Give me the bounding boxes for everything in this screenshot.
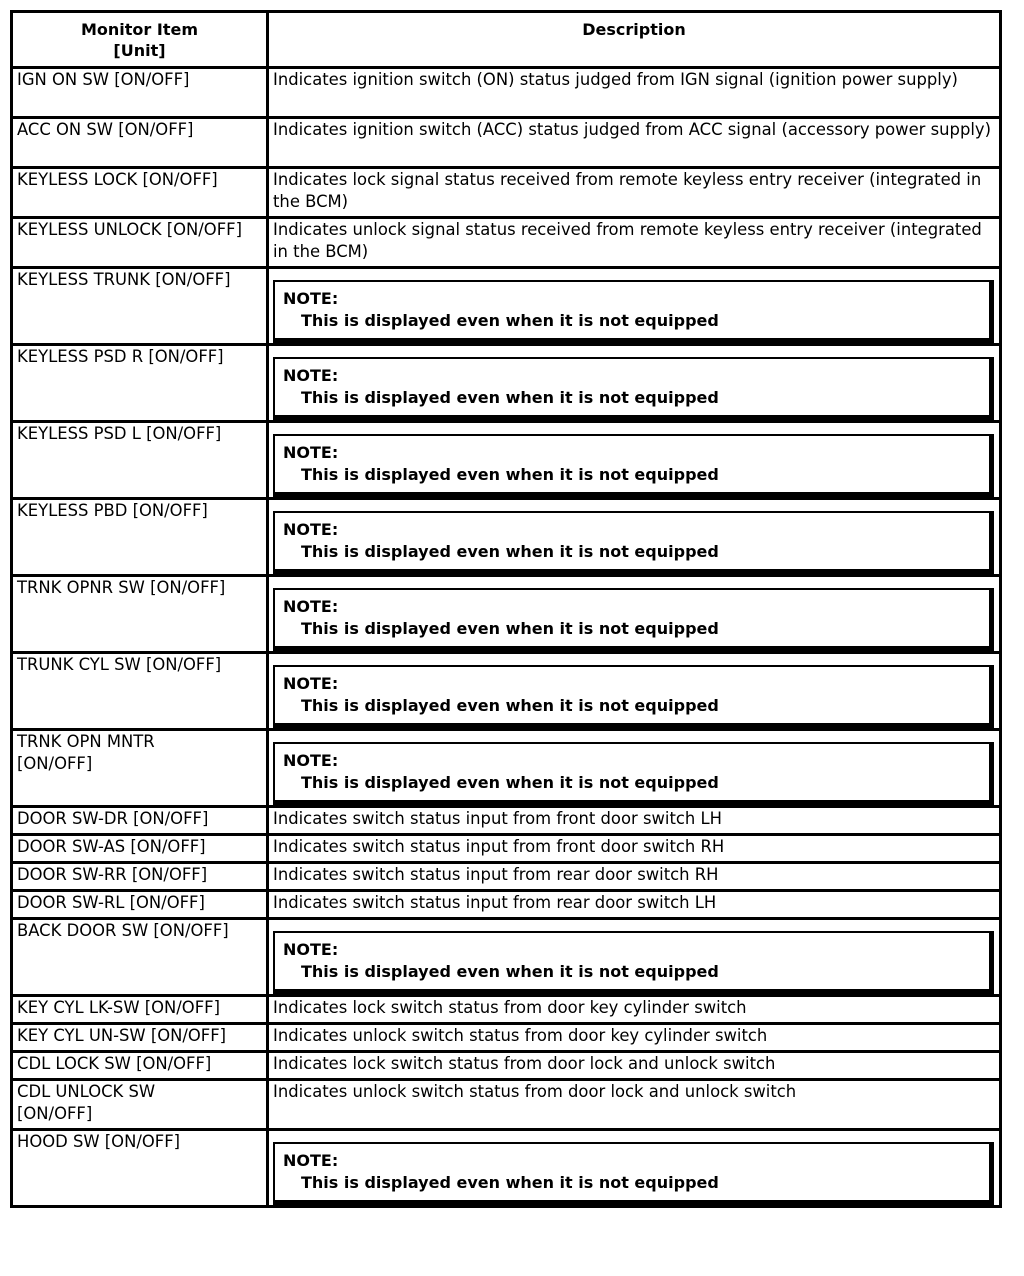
table-row (12, 422, 1001, 499)
column-header-description (268, 12, 1001, 68)
table-row (12, 1080, 1001, 1130)
header-unit-label: [Unit] (113, 41, 166, 60)
table-header-row (12, 12, 1001, 68)
table-row (12, 345, 1001, 422)
monitor-item-cell: IGN ON SW [ON/OFF] (12, 68, 268, 118)
monitor-item-cell: DOOR SW-RR [ON/OFF] (12, 863, 268, 891)
monitor-item-cell: KEY CYL UN-SW [ON/OFF] (12, 1024, 268, 1052)
description-cell: Indicates switch status input from rear door switch LH (268, 891, 1001, 919)
note-body: This is displayed even when it is not equipped (301, 1173, 719, 1192)
note-box (273, 665, 994, 728)
description-cell: Indicates unlock signal status received from remote keyless entry receiver (integrated in the BCM) (268, 218, 1001, 268)
table-row (12, 1052, 1001, 1080)
description-cell (268, 422, 1001, 499)
table-row (12, 807, 1001, 835)
monitor-item-cell: BACK DOOR SW [ON/OFF] (12, 919, 268, 996)
description-cell: Indicates switch status input from rear door switch RH (268, 863, 1001, 891)
table-row (12, 118, 1001, 168)
monitor-item-cell: KEYLESS TRUNK [ON/OFF] (12, 268, 268, 345)
note-box (273, 357, 994, 420)
table-row (12, 835, 1001, 863)
note-body: This is displayed even when it is not equipped (301, 311, 719, 330)
note-label: NOTE: (283, 366, 339, 385)
table-row (12, 891, 1001, 919)
table-row (12, 1130, 1001, 1207)
column-header-monitor-item (12, 12, 268, 68)
table-row (12, 730, 1001, 807)
table-row (12, 996, 1001, 1024)
note-box (273, 434, 994, 497)
note-label: NOTE: (283, 520, 339, 539)
description-cell (268, 730, 1001, 807)
note-box (273, 280, 994, 343)
note-body: This is displayed even when it is not equipped (301, 619, 719, 638)
monitor-item-cell: KEY CYL LK-SW [ON/OFF] (12, 996, 268, 1024)
description-cell: Indicates lock signal status received from remote keyless entry receiver (integrated in the BCM) (268, 168, 1001, 218)
monitor-item-cell: TRUNK CYL SW [ON/OFF] (12, 653, 268, 730)
description-cell: Indicates switch status input from front door switch RH (268, 835, 1001, 863)
description-cell (268, 653, 1001, 730)
description-cell: Indicates lock switch status from door lock and unlock switch (268, 1052, 1001, 1080)
note-box (273, 742, 994, 805)
monitor-item-table (10, 10, 1002, 1208)
note-label: NOTE: (283, 674, 339, 693)
note-box (273, 588, 994, 651)
note-body: This is displayed even when it is not equipped (301, 388, 719, 407)
description-cell (268, 268, 1001, 345)
note-box (273, 1142, 994, 1205)
table-row (12, 499, 1001, 576)
monitor-item-cell: KEYLESS UNLOCK [ON/OFF] (12, 218, 268, 268)
monitor-item-cell: ACC ON SW [ON/OFF] (12, 118, 268, 168)
monitor-item-cell: HOOD SW [ON/OFF] (12, 1130, 268, 1207)
note-box (273, 511, 994, 574)
table-row (12, 1024, 1001, 1052)
description-cell: Indicates unlock switch status from door lock and unlock switch (268, 1080, 1001, 1130)
note-label: NOTE: (283, 1151, 339, 1170)
description-cell: Indicates lock switch status from door key cylinder switch (268, 996, 1001, 1024)
description-cell (268, 576, 1001, 653)
monitor-item-cell: DOOR SW-DR [ON/OFF] (12, 807, 268, 835)
monitor-item-cell: DOOR SW-AS [ON/OFF] (12, 835, 268, 863)
description-cell: Indicates switch status input from front door switch LH (268, 807, 1001, 835)
monitor-item-cell: CDL LOCK SW [ON/OFF] (12, 1052, 268, 1080)
monitor-item-cell: KEYLESS LOCK [ON/OFF] (12, 168, 268, 218)
table-row (12, 576, 1001, 653)
note-label: NOTE: (283, 751, 339, 770)
note-body: This is displayed even when it is not equipped (301, 696, 719, 715)
description-cell: Indicates ignition switch (ACC) status judged from ACC signal (accessory power supply) (268, 118, 1001, 168)
description-cell (268, 1130, 1001, 1207)
table-row (12, 653, 1001, 730)
table-row (12, 919, 1001, 996)
note-label: NOTE: (283, 289, 339, 308)
header-monitor-item-label: Monitor Item (80, 20, 198, 39)
monitor-item-cell: CDL UNLOCK SW [ON/OFF] (12, 1080, 268, 1130)
monitor-item-cell: TRNK OPN MNTR [ON/OFF] (12, 730, 268, 807)
note-body: This is displayed even when it is not equipped (301, 962, 719, 981)
note-body: This is displayed even when it is not equipped (301, 465, 719, 484)
monitor-item-cell: KEYLESS PSD R [ON/OFF] (12, 345, 268, 422)
note-label: NOTE: (283, 597, 339, 616)
header-description-label: Description (582, 20, 686, 39)
note-box (273, 931, 994, 994)
table-row (12, 863, 1001, 891)
description-cell: Indicates unlock switch status from door key cylinder switch (268, 1024, 1001, 1052)
note-label: NOTE: (283, 443, 339, 462)
description-cell (268, 345, 1001, 422)
description-cell (268, 919, 1001, 996)
description-cell (268, 499, 1001, 576)
monitor-item-cell: TRNK OPNR SW [ON/OFF] (12, 576, 268, 653)
note-body: This is displayed even when it is not equipped (301, 773, 719, 792)
monitor-item-cell: KEYLESS PBD [ON/OFF] (12, 499, 268, 576)
note-body: This is displayed even when it is not equipped (301, 542, 719, 561)
table-row (12, 168, 1001, 218)
table-row (12, 268, 1001, 345)
table-row (12, 218, 1001, 268)
note-label: NOTE: (283, 940, 339, 959)
monitor-item-cell: DOOR SW-RL [ON/OFF] (12, 891, 268, 919)
description-cell: Indicates ignition switch (ON) status judged from IGN signal (ignition power supply) (268, 68, 1001, 118)
monitor-item-cell: KEYLESS PSD L [ON/OFF] (12, 422, 268, 499)
table-row (12, 68, 1001, 118)
